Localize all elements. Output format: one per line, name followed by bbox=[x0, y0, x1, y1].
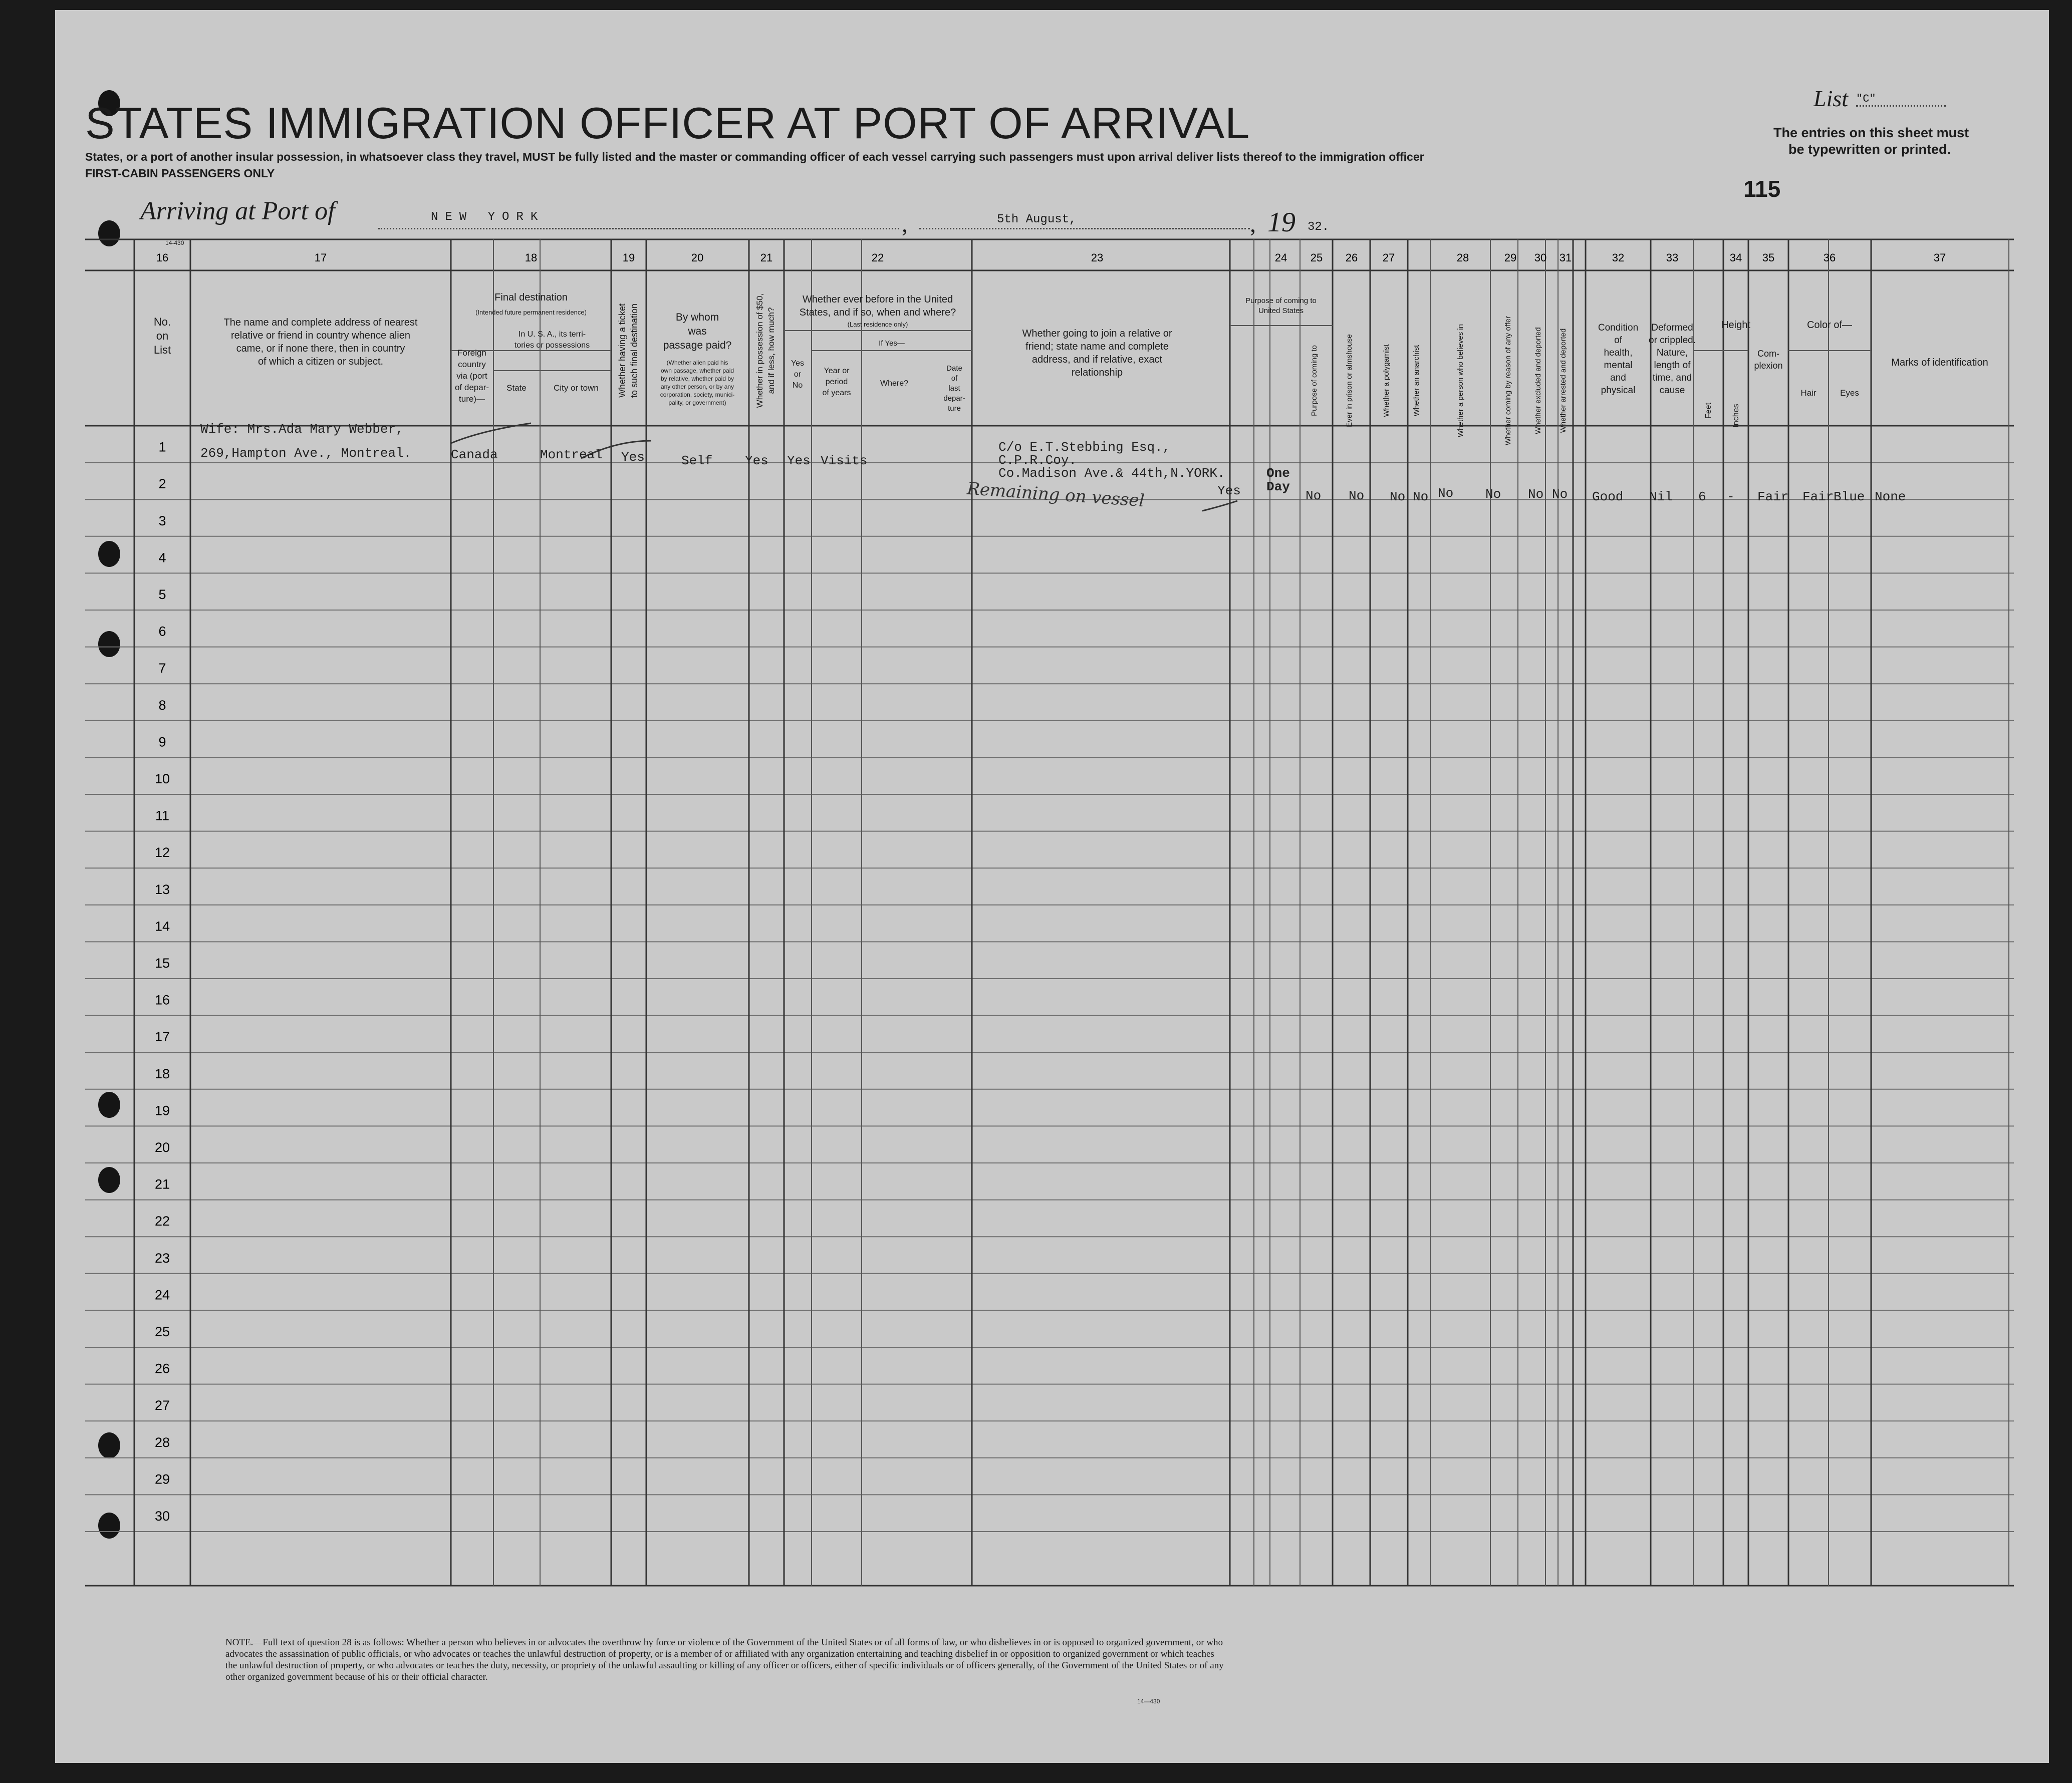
column-number: 24 bbox=[1274, 251, 1287, 264]
form-code-bottom: 14—430 bbox=[1137, 1698, 1160, 1705]
row-number: 12 bbox=[154, 845, 170, 860]
column-number: 23 bbox=[1091, 251, 1104, 264]
row-number: 21 bbox=[154, 1176, 170, 1192]
col-24b-value: No bbox=[1306, 488, 1322, 503]
col-25-value: No bbox=[1349, 488, 1365, 503]
purpose-value: Yes bbox=[1217, 483, 1241, 498]
row-number: 26 bbox=[154, 1361, 170, 1376]
header-ticket: to such final destination bbox=[629, 303, 639, 398]
column-number: 30 bbox=[1534, 251, 1547, 264]
header-condition-health: and bbox=[1610, 373, 1626, 383]
header-rotated: Whether a polygamist bbox=[1382, 344, 1391, 417]
row-number: 1 bbox=[158, 439, 166, 455]
header-before-us: Whether ever before in the United bbox=[802, 294, 953, 305]
row-number: 25 bbox=[154, 1324, 170, 1339]
form-code: 14-430 bbox=[165, 239, 184, 246]
column-number: 17 bbox=[314, 251, 327, 264]
header-ticket: Whether having a ticket bbox=[617, 303, 627, 398]
header-eyes: Eyes bbox=[1840, 388, 1859, 398]
row-number: 17 bbox=[154, 1029, 170, 1045]
feet-value: 6 bbox=[1698, 489, 1706, 504]
column-number: 26 bbox=[1345, 251, 1358, 264]
row-number: 22 bbox=[154, 1214, 170, 1229]
col-27-value: No bbox=[1413, 489, 1429, 504]
relative-address-line-2: 269,Hampton Ave., Montreal. bbox=[200, 446, 412, 461]
column-number: 19 bbox=[622, 251, 635, 264]
header-going-to-join: relationship bbox=[1071, 367, 1123, 378]
row-number: 9 bbox=[158, 734, 166, 750]
column-number: 21 bbox=[760, 251, 773, 264]
header-purpose: United States bbox=[1258, 307, 1304, 315]
column-number: 16 bbox=[156, 251, 169, 264]
header-where: Where? bbox=[880, 379, 909, 388]
row-number: 29 bbox=[154, 1471, 170, 1487]
header-if-yes: If Yes— bbox=[879, 339, 905, 348]
header-date-departure: last bbox=[948, 384, 960, 393]
header-rotated: Purpose of coming to bbox=[1310, 345, 1319, 416]
column-number: 25 bbox=[1310, 251, 1323, 264]
row-number: 23 bbox=[154, 1250, 170, 1266]
header-feet: Feet bbox=[1704, 402, 1713, 419]
relative-address-line-1: Wife: Mrs.Ada Mary Webber, bbox=[200, 422, 404, 437]
header-going-to-join: Whether going to join a relative or bbox=[1022, 328, 1172, 339]
row-number: 18 bbox=[154, 1066, 170, 1081]
before-us-value: Yes bbox=[787, 453, 811, 468]
health-value: Good bbox=[1592, 489, 1624, 504]
column-number: 37 bbox=[1933, 251, 1946, 264]
header-yes-no: Yes bbox=[791, 359, 805, 368]
header-deformed: length of bbox=[1654, 360, 1691, 371]
header-condition-health: of bbox=[1614, 335, 1622, 346]
hair-value: Fair bbox=[1802, 489, 1834, 504]
period-value: Visits bbox=[821, 453, 868, 468]
comma: , bbox=[1250, 211, 1256, 237]
row-number: 28 bbox=[154, 1434, 170, 1450]
complexion-value: Fair bbox=[1757, 489, 1789, 504]
header-fifty-dollars: Whether in possession of $50, bbox=[755, 293, 764, 408]
header-no-on-list: No. bbox=[153, 316, 171, 328]
row-number: 24 bbox=[154, 1287, 170, 1303]
row-number: 27 bbox=[154, 1398, 170, 1413]
check-mark bbox=[1202, 501, 1237, 511]
form-class-label: FIRST-CABIN PASSENGERS ONLY bbox=[85, 167, 275, 180]
column-number: 33 bbox=[1666, 251, 1679, 264]
header-passage-paid-note: own passage, whether paid bbox=[660, 367, 734, 374]
marks-value: None bbox=[1875, 489, 1906, 504]
header-final-destination: Final destination bbox=[494, 292, 568, 303]
column-number: 20 bbox=[691, 251, 704, 264]
header-final-destination-note: (Intended future permanent residence) bbox=[475, 309, 587, 316]
header-rotated: Whether excluded and deported bbox=[1534, 327, 1542, 434]
header-passage-paid-note: any other person, or by any bbox=[660, 383, 734, 390]
column-number: 28 bbox=[1456, 251, 1469, 264]
stay-length-value: One bbox=[1266, 466, 1290, 481]
header-purpose: Purpose of coming to bbox=[1245, 296, 1317, 305]
header-date-departure: Date bbox=[946, 364, 962, 373]
row-number: 3 bbox=[158, 513, 166, 528]
header-no-on-list: on bbox=[156, 330, 169, 342]
col-28-value: No bbox=[1438, 486, 1454, 501]
row-number: 20 bbox=[154, 1140, 170, 1155]
inches-value: - bbox=[1727, 489, 1735, 504]
header-complexion: plexion bbox=[1754, 361, 1783, 371]
column-number: 36 bbox=[1823, 251, 1836, 264]
header-going-to-join: friend; state name and complete bbox=[1025, 341, 1169, 352]
instructions-line-1: The entries on this sheet must bbox=[1773, 125, 1969, 140]
col-31-value: No bbox=[1552, 487, 1568, 502]
column-number: 27 bbox=[1382, 251, 1395, 264]
header-condition-health: Condition bbox=[1598, 323, 1639, 333]
header-deformed: Nature, bbox=[1656, 348, 1688, 358]
join-address-line-3: Co.Madison Ave.& 44th,N.YORK. bbox=[998, 466, 1225, 481]
header-passage-paid: passage paid? bbox=[663, 340, 732, 351]
fifty-dollars-value: Yes bbox=[745, 453, 768, 468]
header-rotated: Ever in prison or almshouse bbox=[1345, 334, 1354, 427]
remaining-on-vessel-note: Remaining on vessel bbox=[966, 478, 1145, 511]
header-in-usa: In U. S. A., its terri- bbox=[518, 330, 586, 339]
header-deformed: time, and bbox=[1652, 373, 1692, 383]
year-value: 32. bbox=[1308, 220, 1330, 234]
eyes-value: Blue bbox=[1834, 489, 1865, 504]
column-number: 22 bbox=[871, 251, 884, 264]
row-number: 2 bbox=[158, 476, 166, 492]
header-before-us: States, and if so, when and where? bbox=[799, 307, 956, 318]
column-number: 34 bbox=[1729, 251, 1742, 264]
row-number: 30 bbox=[154, 1509, 170, 1524]
header-fifty-dollars: and if less, how much? bbox=[766, 307, 776, 394]
arriving-label: Arriving at Port of bbox=[140, 197, 335, 225]
list-value: "C" bbox=[1856, 93, 1876, 105]
header-year-period: period bbox=[825, 378, 848, 386]
header-condition-health: mental bbox=[1604, 360, 1633, 371]
form-title: STATES IMMIGRATION OFFICER AT PORT OF ARRIVAL bbox=[85, 98, 1250, 148]
header-year-period: of years bbox=[822, 389, 851, 397]
header-deformed: Deformed bbox=[1651, 323, 1693, 333]
stay-unit-value: Day bbox=[1266, 479, 1290, 494]
header-passage-paid: was bbox=[688, 326, 707, 337]
row-number: 6 bbox=[158, 624, 166, 639]
header-rotated: Whether an anarchist bbox=[1412, 345, 1421, 417]
comma: , bbox=[902, 211, 908, 237]
header-yes-no: or bbox=[794, 370, 802, 379]
ticket-value: Yes bbox=[621, 450, 645, 465]
header-date-departure: of bbox=[951, 374, 958, 383]
list-label: List bbox=[1814, 86, 1849, 111]
form-subtitle: States, or a port of another insular possession, in whatsoever class they travel, MUST be fully listed and the master or commanding officer of each vessel carrying such passengers must upon arrival deliver lists thereof to the immigration officer bbox=[85, 150, 1424, 163]
header-before-us-note: (Last residence only) bbox=[847, 321, 908, 328]
port-value: NEW YORK bbox=[431, 210, 545, 224]
header-foreign-country: of depar- bbox=[454, 383, 489, 392]
header-rotated: Whether coming by reason of any offer bbox=[1504, 316, 1512, 446]
row-number: 19 bbox=[154, 1103, 170, 1118]
join-address-line-2: C.P.R.Coy. bbox=[998, 453, 1077, 468]
column-number: 18 bbox=[525, 251, 538, 264]
header-passage-paid-note: corporation, society, munici- bbox=[660, 391, 735, 398]
row-number: 14 bbox=[154, 919, 170, 934]
column-number: 32 bbox=[1612, 251, 1625, 264]
join-address-line-1: C/o E.T.Stebbing Esq., bbox=[998, 440, 1171, 455]
column-number: 35 bbox=[1762, 251, 1775, 264]
header-nearest-relative: The name and complete address of nearest bbox=[223, 317, 418, 328]
header-going-to-join: address, and if relative, exact bbox=[1031, 354, 1163, 365]
header-year-period: Year or bbox=[824, 367, 850, 375]
header-passage-paid-note: by relative, whether paid by bbox=[660, 375, 734, 382]
header-passage-paid: By whom bbox=[675, 312, 719, 323]
row-number: 10 bbox=[154, 771, 170, 786]
header-color-of: Color of— bbox=[1806, 320, 1853, 331]
header-rotated: Whether arrested and deported bbox=[1559, 328, 1568, 433]
row-number: 4 bbox=[158, 550, 166, 565]
row-number: 11 bbox=[155, 808, 170, 823]
row-number: 8 bbox=[158, 697, 166, 713]
instructions-line-2: be typewritten or printed. bbox=[1788, 142, 1951, 157]
row-number: 13 bbox=[154, 881, 170, 897]
sheet-number: 115 bbox=[1743, 176, 1781, 202]
header-marks: Marks of identification bbox=[1891, 357, 1988, 368]
header-inches: Inches bbox=[1732, 404, 1740, 428]
header-nearest-relative: relative or friend in country whence alien bbox=[231, 330, 410, 341]
header-foreign-country: via (port bbox=[456, 371, 487, 381]
header-height: Height bbox=[1721, 320, 1750, 331]
column-number: 31 bbox=[1559, 251, 1572, 264]
header-rotated: Whether a person who believes in bbox=[1456, 324, 1465, 437]
header-date-departure: ture bbox=[948, 404, 961, 413]
col-29-value: No bbox=[1485, 487, 1501, 502]
header-condition-health: health, bbox=[1604, 348, 1633, 358]
row-number: 5 bbox=[158, 587, 166, 602]
footnote-question-28: NOTE.—Full text of question 28 is as follows: Whether a person who believes in or advocates the overthrow by force or violence of the Government of the United States or of all forms of law, or who disbelieves in or is opposed to organized government, or who advocates the assassination of public officials, or who advocates or teaches the unlawful destruction of property, or is a member of or affiliated with any organization entertaining and teaching disbelief in or opposition to organized government or which teaches the unlawful destruction of property, or who advocates or teaches the duty, necessity, or propriety of the unlawful assaulting or killing of any officer or officers, either of specific individuals or of officers generally, of the Government of the United States or of any other organized government because of his or their official character. bbox=[225, 1637, 1224, 1682]
passage-paid-value: Self bbox=[681, 453, 713, 468]
header-hair: Hair bbox=[1800, 388, 1817, 398]
header-deformed: or crippled. bbox=[1649, 335, 1696, 346]
header-condition-health: physical bbox=[1601, 385, 1636, 396]
header-complexion: Com- bbox=[1757, 349, 1779, 359]
header-passage-paid-note: (Whether alien paid his bbox=[666, 359, 728, 366]
header-yes-no: No bbox=[792, 381, 803, 390]
header-nearest-relative: came, or if none there, then in country bbox=[236, 343, 405, 354]
header-passage-paid-note: pality, or government) bbox=[668, 399, 726, 406]
header-no-on-list: List bbox=[153, 344, 171, 356]
header-foreign-country: ture)— bbox=[459, 394, 485, 404]
row-number: 16 bbox=[154, 992, 170, 1008]
foreign-country-value: Canada bbox=[451, 447, 498, 462]
header-deformed: cause bbox=[1659, 385, 1685, 396]
column-number: 29 bbox=[1504, 251, 1517, 264]
header-nearest-relative: of which a citizen or subject. bbox=[257, 356, 384, 367]
date-value: 5th August, bbox=[997, 213, 1077, 226]
deformed-value: Nil bbox=[1649, 489, 1673, 504]
city-value: Montreal bbox=[540, 447, 603, 462]
col-26-value: No bbox=[1390, 489, 1406, 504]
header-foreign-country: country bbox=[458, 360, 486, 369]
year-prefix: 19 bbox=[1267, 207, 1296, 238]
header-city: City or town bbox=[554, 383, 599, 393]
col-30-value: No bbox=[1528, 487, 1544, 502]
header-state: State bbox=[506, 383, 527, 393]
header-date-departure: depar- bbox=[943, 394, 965, 403]
row-number: 7 bbox=[158, 661, 166, 676]
header-foreign-country: Foreign bbox=[457, 348, 486, 358]
header-in-usa: tories or possessions bbox=[514, 341, 590, 350]
row-number: 15 bbox=[154, 956, 170, 971]
